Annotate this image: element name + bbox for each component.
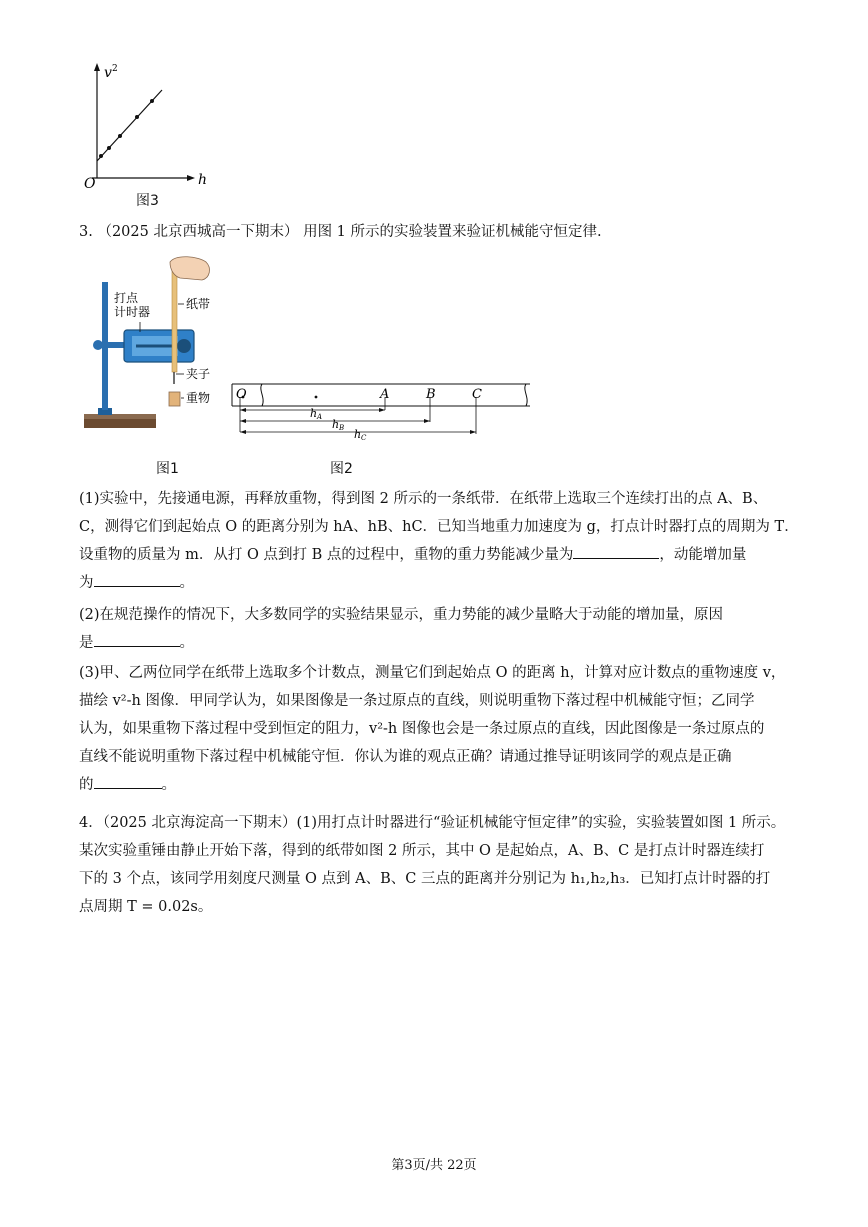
x-axis-label: h	[198, 172, 208, 188]
q3-p2-line2-text: 是	[79, 635, 94, 651]
q4-line1: 4．（2025 北京海淀高一下期末）(1)用打点计时器进行“验证机械能守恒定律”的实验，实验装置如图 1 所示。	[79, 815, 786, 831]
tape-break	[261, 384, 263, 406]
q3-p3-line5	[79, 771, 791, 799]
fig3-caption: 图3	[136, 193, 159, 209]
q3-number: 3.	[79, 224, 93, 240]
fig3-graph	[80, 60, 210, 190]
tape-dot	[315, 396, 318, 399]
q4-line4: 点周期 T = 0.02s。	[79, 899, 213, 915]
label-timer-1: 打点	[114, 291, 139, 305]
paper-tape	[172, 262, 177, 372]
label-tape: 纸带	[186, 297, 211, 311]
dist-hA: h	[310, 407, 318, 420]
q3-part1	[79, 485, 799, 597]
dist-hB: h	[332, 418, 340, 431]
answer-blank-proof[interactable]	[94, 774, 162, 789]
data-point	[118, 134, 122, 138]
q3-p1-line3	[79, 541, 791, 569]
data-point	[135, 115, 139, 119]
q3-source: （2025 北京西城高一下期末）	[97, 224, 299, 240]
q3-part2	[79, 601, 791, 657]
answer-blank-kinetic[interactable]	[94, 572, 180, 587]
point-C: C	[472, 387, 482, 402]
q3-p3-line2: 描绘 v²-h 图像．甲同学认为，如果图像是一条过原点的直线，则说明重物下落过程中机械能守恒；乙同学	[79, 693, 755, 709]
dist-hC: h	[354, 428, 362, 440]
stand-base-top	[84, 414, 156, 419]
q3-stem	[79, 218, 791, 246]
q3-p1-line4-tail: 。	[179, 575, 194, 591]
q3-p1-line1: (1)实验中，先接通电源，再释放重物，得到图 2 所示的一条纸带．在纸带上选取三个连续打出的点 A、B、	[79, 491, 768, 507]
y-axis-label: v	[104, 65, 112, 81]
answer-blank-potential[interactable]	[573, 544, 659, 559]
q4-line3: 下的 3 个点，该同学用刻度尺测量 O 点到 A、B、C 三点的距离并分别记为 h₁,h₂,h₃．已知打点计时器的打	[79, 871, 771, 887]
x-axis-arrow	[187, 175, 195, 181]
q3-p1-line3-tail: ，动能增加量	[659, 547, 747, 563]
q3-p1-line3-text: 设重物的质量为 m．从打 O 点到打 B 点的过程中，重物的重力势能减少量为	[79, 547, 574, 563]
y-axis-arrow	[94, 63, 100, 71]
page-footer: 第3页/共 22页	[391, 1158, 477, 1173]
data-point	[150, 99, 154, 103]
fig2-caption: 图2	[330, 461, 353, 477]
q3-part3	[79, 659, 791, 799]
label-weight: 重物	[186, 391, 211, 405]
q3-p2-line2-tail: 。	[179, 635, 194, 651]
label-timer-2: 计时器	[114, 305, 151, 319]
q3-p3-line3: 认为，如果重物下落过程中受到恒定的阻力，v²-h 图像也会是一条过原点的直线，因此图像是一条过原点的	[79, 721, 765, 737]
q4	[79, 809, 791, 921]
dist-hC-sub: C	[361, 434, 367, 440]
point-O: O	[236, 387, 247, 402]
q3-p3-line1: (3)甲、乙两位同学在纸带上选取多个计数点，测量它们到起始点 O 的距离 h，计算对应计数点的重物速度 v，	[79, 665, 786, 681]
tape-right-break	[525, 384, 527, 406]
answer-blank-reason[interactable]	[94, 632, 180, 647]
q3-p3-line5-text: 的	[79, 777, 94, 793]
q3-p2-line1: (2)在规范操作的情况下，大多数同学的实验结果显示，重力势能的减少量略大于动能的增加量，原因	[79, 607, 724, 623]
q3-p1-line2: C，测得它们到起始点 O 的距离分别为 hA、hB、hC．已知当地重力加速度为 g，打点计时器打点的周期为 T．	[79, 519, 799, 535]
q3-p2-line2	[79, 629, 791, 657]
fig1-caption: 图1	[156, 461, 179, 477]
data-point	[107, 146, 111, 150]
q3-p3-line4: 直线不能说明重物下落过程中机械能守恒．你认为谁的观点正确？请通过推导证明该同学的观点是正确	[79, 749, 732, 765]
q3-p1-line4-text: 为	[79, 575, 94, 591]
fig1-apparatus	[80, 252, 230, 442]
q3-p3-line5-tail: 。	[161, 777, 176, 793]
timer-disc	[177, 339, 191, 353]
stand-base	[84, 418, 156, 428]
data-point	[99, 154, 103, 158]
label-clip: 夹子	[186, 367, 211, 381]
dist-hA-sub: A	[317, 413, 323, 421]
clamp-knob	[93, 340, 103, 350]
q4-line2: 某次实验重锤由静止开始下落，得到的纸带如图 2 所示，其中 O 是起始点，A、B、C 是打点计时器连续打	[79, 843, 765, 859]
q3-stem-text: 用图 1 所示的实验装置来验证机械能守恒定律.	[303, 224, 602, 240]
dist-hB-sub: B	[339, 424, 345, 432]
weight	[169, 392, 180, 406]
point-A: A	[380, 387, 390, 402]
point-B: B	[426, 387, 436, 402]
q3-p1-line4	[79, 569, 791, 597]
origin-label: O	[84, 176, 96, 190]
y-axis-exp: 2	[112, 64, 118, 74]
fig2-tape	[228, 380, 532, 440]
